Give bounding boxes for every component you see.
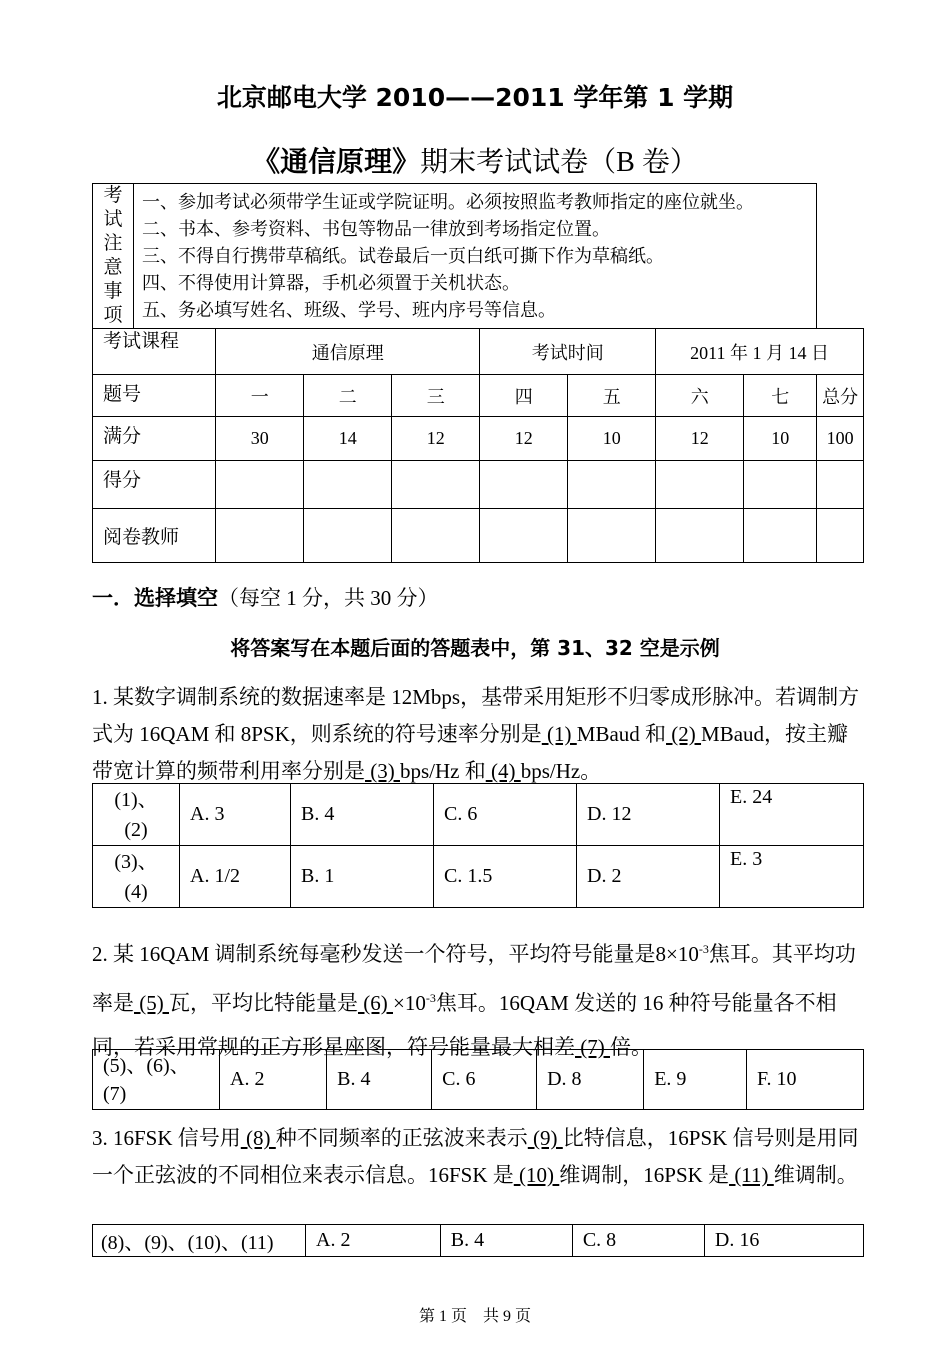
full-score: 10 xyxy=(744,417,817,461)
exam-type: 期末考试试卷（B 卷） xyxy=(420,147,698,178)
score-cell[interactable] xyxy=(744,461,817,509)
exam-subtitle xyxy=(0,140,950,180)
question-number: 五 xyxy=(568,375,656,417)
full-score: 12 xyxy=(392,417,480,461)
blank-8: (8) xyxy=(240,1126,276,1150)
score-cell[interactable] xyxy=(216,461,304,509)
score-cell[interactable] xyxy=(568,461,656,509)
option-e: E. 3 xyxy=(720,846,864,908)
time-label: 考试时间 xyxy=(480,329,656,375)
option-e: E. 9 xyxy=(644,1050,747,1110)
option-b: B. 4 xyxy=(327,1050,432,1110)
section-instruction: 将答案写在本题后面的答题表中，第 31、32 空是示例 xyxy=(230,636,720,660)
option-label: (5)、(6)、(7) xyxy=(93,1050,220,1110)
note-item: 三、不得自行携带草稿纸。试卷最后一页白纸可撕下作为草稿纸。 xyxy=(142,245,664,266)
q3-options-table xyxy=(92,1224,864,1257)
grader-cell[interactable] xyxy=(817,509,864,563)
option-c: C. 1.5 xyxy=(434,846,577,908)
blank-3: (3) xyxy=(365,759,400,783)
question-number: 二 xyxy=(304,375,392,417)
option-b: B. 1 xyxy=(291,846,434,908)
grader-cell[interactable] xyxy=(568,509,656,563)
grader-cell[interactable] xyxy=(480,509,568,563)
question-number: 六 xyxy=(656,375,744,417)
grader-cell[interactable] xyxy=(744,509,817,563)
course-name-title: 《通信原理》 xyxy=(252,145,421,178)
option-d: D. 2 xyxy=(577,846,720,908)
option-label: (3)、(4) xyxy=(93,846,180,908)
question-number: 一 xyxy=(216,375,304,417)
notes-list xyxy=(134,184,817,329)
option-d: D. 12 xyxy=(577,784,720,846)
full-score: 12 xyxy=(656,417,744,461)
option-d: D. 16 xyxy=(704,1225,863,1257)
blank-2: (2) xyxy=(666,722,702,746)
q1-options-table xyxy=(92,783,864,908)
course-label: 考试课程 xyxy=(93,329,216,375)
score-cell[interactable] xyxy=(304,461,392,509)
option-c: C. 6 xyxy=(434,784,577,846)
question-number: 四 xyxy=(480,375,568,417)
earned-score-label: 得分 xyxy=(93,461,216,509)
full-score: 10 xyxy=(568,417,656,461)
full-score: 12 xyxy=(480,417,568,461)
score-cell[interactable] xyxy=(817,461,864,509)
grader-cell[interactable] xyxy=(304,509,392,563)
notes-label: 考 试 注 意 事 项 xyxy=(93,184,134,329)
option-a: A. 2 xyxy=(220,1050,327,1110)
course-value: 通信原理 xyxy=(216,329,480,375)
section-heading: 一．选择填空（每空 1 分，共 30 分） xyxy=(92,586,439,610)
exam-info-table xyxy=(92,183,864,563)
grader-cell[interactable] xyxy=(656,509,744,563)
option-a: A. 1/2 xyxy=(180,846,291,908)
blank-6: (6) xyxy=(358,991,393,1015)
note-item: 二、书本、参考资料、书包等物品一律放到考场指定位置。 xyxy=(142,218,610,239)
full-score: 14 xyxy=(304,417,392,461)
blank-10: (10) xyxy=(513,1163,560,1187)
option-d: D. 8 xyxy=(537,1050,644,1110)
total-label: 总分 xyxy=(817,375,864,417)
option-a: A. 3 xyxy=(180,784,291,846)
option-b: B. 4 xyxy=(440,1225,572,1257)
exam-title: 北京邮电大学 2010——2011 学年第 1 学期 xyxy=(216,83,734,112)
grader-cell[interactable] xyxy=(392,509,480,563)
question-number: 三 xyxy=(392,375,480,417)
blank-4: (4) xyxy=(485,759,521,783)
question-3: 3. 16FSK 信号用 (8) 种不同频率的正弦波来表示 (9) 比特信息，16PSK 信号则是用同一个正弦波的不同相位来表示信息。16FSK 是 (10) 维调制，16PSK 是 (11) 维调制。 xyxy=(92,1126,859,1187)
blank-9: (9) xyxy=(527,1126,563,1150)
blank-11: (11) xyxy=(729,1163,774,1187)
option-c: C. 6 xyxy=(432,1050,537,1110)
option-label: (8)、(9)、(10)、(11) xyxy=(93,1225,306,1257)
blank-1: (1) xyxy=(541,722,577,746)
option-e: E. 24 xyxy=(720,784,864,846)
score-cell[interactable] xyxy=(392,461,480,509)
question-2: 2. 某 16QAM 调制系统每毫秒发送一个符号，平均符号能量是$8\times 10^{-3}$焦耳。其平均功率是 (5) 瓦，平均比特能量是 $(6) \times 10^{-3}$焦耳。16QAM 发送的 16 种符号能量各不相同，若采用常规的正方形星座图，符号能量最大相差 (7) 倍。 xyxy=(92,942,856,1059)
option-label: (1)、(2) xyxy=(93,784,180,846)
question-1: 1. 某数字调制系统的数据速率是 12Mbps，基带采用矩形不归零成形脉冲。若调制方式为 16QAM 和 8PSK，则系统的符号速率分别是 (1) MBaud 和 (2) MBaud，按主瓣带宽计算的频带利用率分别是 (3) bps/Hz 和 (4) bps/Hz。 xyxy=(92,685,860,783)
grader-cell[interactable] xyxy=(216,509,304,563)
option-c: C. 8 xyxy=(572,1225,704,1257)
full-score-label: 满分 xyxy=(93,417,216,461)
score-cell[interactable] xyxy=(656,461,744,509)
question-number-label: 题号 xyxy=(93,375,216,417)
q2-options-table xyxy=(92,1049,864,1110)
blank-7: (7) xyxy=(575,1035,610,1059)
note-item: 四、不得使用计算器，手机必须置于关机状态。 xyxy=(142,272,520,293)
page-footer: 第 1 页 共 9 页 xyxy=(418,1308,531,1325)
note-item: 一、参加考试必须带学生证或学院证明。必须按照监考教师指定的座位就坐。 xyxy=(142,191,754,212)
option-f: F. 10 xyxy=(747,1050,864,1110)
exam-date: 2011 年 1 月 14 日 xyxy=(656,329,864,375)
grader-label: 阅卷教师 xyxy=(93,509,216,563)
blank-5: (5) xyxy=(134,991,169,1015)
full-score-total: 100 xyxy=(817,417,864,461)
full-score: 30 xyxy=(216,417,304,461)
option-b: B. 4 xyxy=(291,784,434,846)
note-item: 五、务必填写姓名、班级、学号、班内序号等信息。 xyxy=(142,299,556,320)
question-number: 七 xyxy=(744,375,817,417)
energy-mantissa: 8 xyxy=(655,942,667,966)
option-a: A. 2 xyxy=(306,1225,441,1257)
score-cell[interactable] xyxy=(480,461,568,509)
